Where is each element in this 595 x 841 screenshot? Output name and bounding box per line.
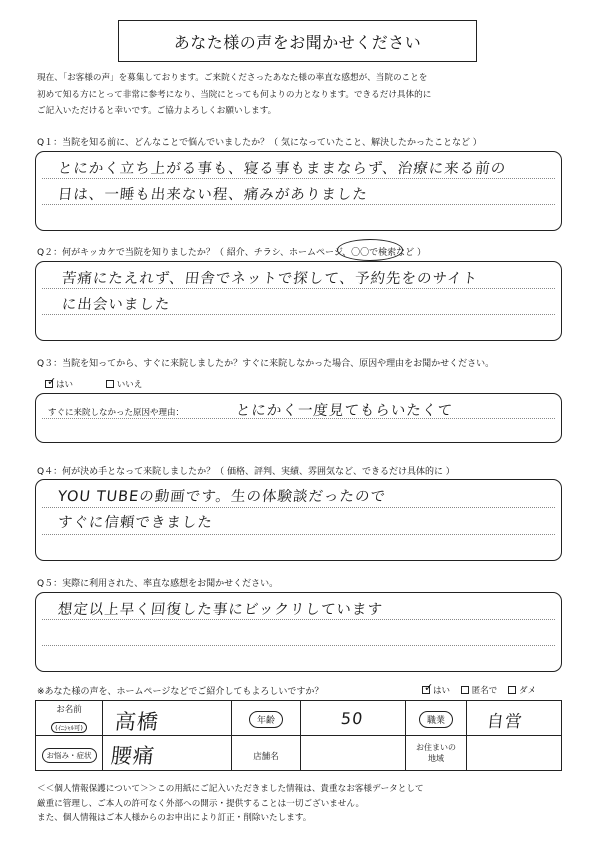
age-label: 年齢: [249, 711, 283, 728]
permission-no-option[interactable]: [508, 686, 536, 696]
privacy-line: また、個人情報はご本人様からのお申出により訂正・削除いたします。: [37, 813, 312, 823]
q5-answer-line: 想定以上早く回復した事にビックリしています: [57, 602, 384, 618]
q2-answer-line: に出会いました: [61, 297, 172, 313]
q4-answer-box[interactable]: [35, 479, 562, 561]
privacy-line: ＜＜個人情報保護について＞＞この用紙にご記入いただきました情報は、貴重なお客様データとして: [37, 784, 424, 794]
intro-line: 現在、「お客様の声」を募集しております。ご来院くださったあなた様の率直な感想が、当院のことを: [37, 73, 428, 83]
checkbox-unchecked[interactable]: [461, 686, 469, 694]
q3-no-label: いいえ: [116, 380, 143, 390]
name-note: (ｲﾆｼｬﾙ可): [51, 722, 87, 733]
q1-answer-line: 日は、一睡も出来ない程、痛みがありました: [57, 187, 369, 203]
page-title: [118, 20, 477, 62]
page-title-text: あなた様の声をお聞かせください: [173, 32, 422, 52]
name-label: お名前: [56, 704, 82, 715]
intro-text: [37, 70, 567, 120]
checkmark-icon: ✓: [47, 375, 57, 388]
clinic-label: 店舗名: [253, 751, 279, 762]
answer-rule: [42, 645, 555, 646]
answer-rule: [42, 288, 555, 289]
permission-question: ※あなた様の声を、ホームページなどでご紹介してもよろしいですか？: [37, 687, 324, 697]
q1-answer-line: とにかく立ち上がる事も、寝る事もままならず、治療に来る前の: [57, 161, 508, 177]
area-label-line-1: お住まいの: [416, 743, 456, 752]
permission-yes-option[interactable]: [422, 681, 451, 696]
answer-rule: [42, 507, 555, 508]
name-value-cell[interactable]: [103, 701, 232, 736]
symptom-label-cell: [36, 736, 103, 771]
symptom-label: お悩み・症状: [42, 748, 97, 763]
q1-answer-box[interactable]: [35, 151, 562, 231]
intro-line: 初めて知る方にとって非常に参考になり、当院にとっても何よりの力となります。できるだけ具体的に: [37, 89, 432, 100]
q3-yes-label: はい: [56, 380, 74, 390]
name-value: 高橋: [113, 710, 161, 734]
checkbox-checked[interactable]: [422, 681, 434, 694]
answer-rule: [42, 314, 555, 315]
personal-info-table: [35, 700, 562, 771]
q4-question: Q４：何が決め手となって来院しましたか？（ 価格、評判、実績、雰囲気など、できるだけ具体的に ）: [37, 467, 455, 477]
age-label-cell: [232, 701, 301, 736]
permission-options: [422, 681, 536, 696]
q3-answer: とにかく一度見てもらいたくて: [235, 403, 454, 419]
q4-answer-line: YOU TUBEの動画です。生の体験談だったので: [57, 489, 387, 505]
privacy-line: 厳重に管理し、ご本人の許可なく外部への開示・提供することは一切ございません。: [37, 798, 365, 809]
job-label-cell: [406, 701, 467, 736]
q1-question: Q１：当院を知る前に、どんなことで悩んでいましたか？（ 気になっていたこと、解決したかったことなど ）: [37, 138, 482, 148]
permission-no-label: ダメ: [518, 686, 536, 696]
q2-answer-line: 苦痛にたえれず、田舎でネットで探して、予約先をのサイト: [61, 271, 479, 287]
q2-question: Q２：何がキッカケで当院を知りましたか？（ 紹介、チラシ、ホームページ、〇〇で検索など ）: [37, 248, 427, 258]
clinic-value-cell[interactable]: [301, 736, 406, 771]
job-value-cell[interactable]: [467, 701, 562, 736]
symptom-value: 腰痛: [109, 744, 157, 768]
area-value-cell[interactable]: [467, 736, 562, 771]
checkbox-unchecked[interactable]: [508, 686, 516, 694]
q3-answer-box[interactable]: [35, 393, 562, 443]
age-value: 50: [340, 709, 365, 728]
permission-anon-label: 匿名で: [471, 686, 498, 696]
permission-yes-label: はい: [433, 686, 451, 696]
q3-options: [45, 375, 143, 390]
q3-question: Q３：当院を知ってから、すぐに来院しましたか？すぐに来院しなかった場合、原因や理由をお聞かせください。: [37, 359, 495, 369]
q4-answer-line: すぐに信頼できました: [57, 515, 214, 531]
privacy-notice: [37, 782, 577, 826]
checkmark-icon: ✓: [424, 681, 434, 694]
answer-rule: [42, 619, 555, 620]
q5-question: Q５：実際に利用された、率直な感想をお聞かせください。: [37, 579, 279, 589]
area-label-line-2: 地域: [428, 754, 444, 763]
checkbox-unchecked[interactable]: [106, 380, 114, 388]
answer-rule: [42, 534, 555, 535]
q2-answer-box[interactable]: [35, 261, 562, 341]
hand-drawn-circle: [337, 239, 403, 261]
q3-reason-label: すぐに来院しなかった原因や理由：: [48, 408, 185, 418]
name-label-cell: [36, 701, 103, 736]
permission-anon-option[interactable]: [461, 686, 498, 696]
q3-yes-option[interactable]: [45, 375, 76, 390]
answer-rule: [42, 178, 555, 179]
intro-line: ご記入いただけると幸いです。ご協力よろしくお願いします。: [37, 106, 277, 116]
q3-no-option[interactable]: [106, 380, 143, 390]
answer-rule: [42, 204, 555, 205]
job-label: 職業: [419, 711, 453, 728]
job-value: 自営: [485, 712, 524, 732]
age-value-cell[interactable]: [301, 701, 406, 736]
q5-answer-box[interactable]: [35, 592, 562, 672]
area-label-cell: [406, 736, 467, 771]
symptom-value-cell[interactable]: [103, 736, 232, 771]
clinic-label-cell: [232, 736, 301, 771]
checkbox-checked[interactable]: [45, 375, 57, 388]
